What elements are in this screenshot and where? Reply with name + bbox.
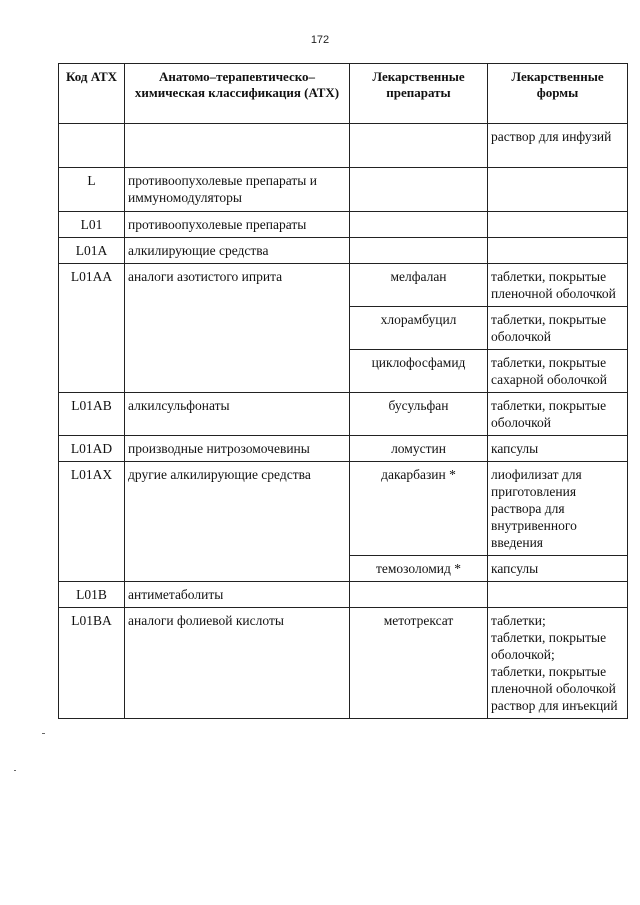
header-forms: Лекарственные формы: [488, 64, 628, 124]
classification-cell: антиметаболиты: [125, 582, 350, 608]
drug-cell: бусульфан: [350, 393, 488, 436]
drug-cell: [350, 212, 488, 238]
atx-code-cell: L01BA: [59, 608, 125, 719]
atx-code-cell: L01AD: [59, 436, 125, 462]
form-cell: таблетки, покрытые сахарной оболочкой: [488, 350, 628, 393]
classification-cell: противоопухолевые препараты: [125, 212, 350, 238]
drug-cell: [350, 238, 488, 264]
form-cell: капсулы: [488, 556, 628, 582]
classification-cell: аналоги фолиевой кислоты: [125, 608, 350, 719]
drug-cell: циклофосфамид: [350, 350, 488, 393]
drug-cell: ломустин: [350, 436, 488, 462]
drug-cell: [350, 168, 488, 212]
atx-code-cell: L01: [59, 212, 125, 238]
scan-speck: [42, 733, 45, 734]
classification-cell: алкилсульфонаты: [125, 393, 350, 436]
table-row: [59, 608, 628, 719]
form-cell: лиофилизат для приготовления раствора для внутривенного введения: [488, 462, 628, 556]
table-row: [59, 393, 628, 436]
classification-cell: [125, 124, 350, 168]
drug-cell: хлорамбуцил: [350, 307, 488, 350]
table-row: [59, 264, 628, 307]
form-cell: таблетки, покрытые оболочкой: [488, 393, 628, 436]
atx-code-cell: L01A: [59, 238, 125, 264]
table-row: [59, 436, 628, 462]
atx-code-cell: L01B: [59, 582, 125, 608]
classification-cell: аналоги азотистого иприта: [125, 264, 350, 393]
form-cell: [488, 238, 628, 264]
form-cell: [488, 168, 628, 212]
scan-speck: [14, 770, 16, 771]
atx-code-cell: L01AB: [59, 393, 125, 436]
classification-cell: алкилирующие средства: [125, 238, 350, 264]
drug-cell: дакарбазин *: [350, 462, 488, 556]
drug-cell: [350, 124, 488, 168]
header-drugs: Лекарственные препараты: [350, 64, 488, 124]
form-cell: таблетки, покрытые оболочкой: [488, 307, 628, 350]
classification-cell: производные нитрозомочевины: [125, 436, 350, 462]
form-cell: [488, 212, 628, 238]
drug-cell: мелфалан: [350, 264, 488, 307]
atx-table: [58, 63, 628, 719]
atx-code-cell: L: [59, 168, 125, 212]
drug-cell: [350, 582, 488, 608]
table-header-row: [59, 64, 628, 124]
table-row: [59, 212, 628, 238]
drug-cell: темозоломид *: [350, 556, 488, 582]
header-classification: Анатомо–терапевтическо–химическая классификация (АТХ): [125, 64, 350, 124]
page-number: 172: [310, 34, 330, 46]
header-code: Код АТХ: [59, 64, 125, 124]
atx-code-cell: [59, 124, 125, 168]
atx-code-cell: L01AX: [59, 462, 125, 582]
table-row: [59, 582, 628, 608]
table-row: [59, 168, 628, 212]
form-cell: раствор для инфузий: [488, 124, 628, 168]
atx-code-cell: L01AA: [59, 264, 125, 393]
form-cell: [488, 582, 628, 608]
form-cell: таблетки; таблетки, покрытые оболочкой; таблетки, покрытые пленочной оболочкой раствор для инъекций: [488, 608, 628, 719]
classification-cell: противоопухолевые препараты и иммуномодуляторы: [125, 168, 350, 212]
table-row: [59, 462, 628, 556]
form-cell: таблетки, покрытые пленочной оболочкой: [488, 264, 628, 307]
classification-cell: другие алкилирующие средства: [125, 462, 350, 582]
table-row: [59, 124, 628, 168]
form-cell: капсулы: [488, 436, 628, 462]
drug-cell: метотрексат: [350, 608, 488, 719]
table-row: [59, 238, 628, 264]
